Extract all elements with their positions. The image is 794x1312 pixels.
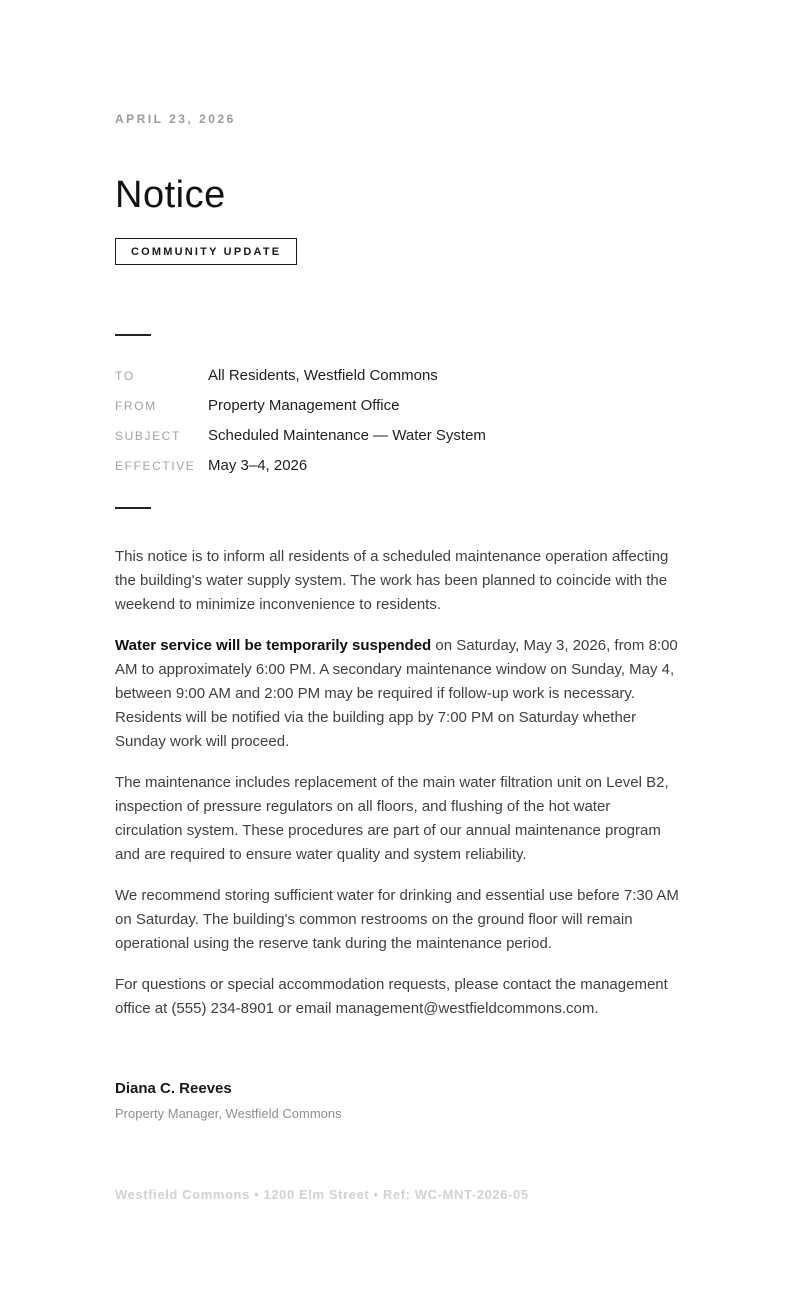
paragraph-text: on Saturday, May 3, 2026, from 8:00 AM to approximately 6:00 PM. A secondary maintenance window on Sunday, May 4, between 9:00 AM and 2:00 PM may be required if follow-up work is necessary. Residents will be notified via the building app by 7:00 PM on Saturday whether Sunday work will proceed. — [115, 637, 678, 750]
body-paragraph — [115, 634, 680, 754]
footer-reference: Westfield Commons • 1200 Elm Street • Ref: WC-MNT-2026-05 — [115, 1187, 529, 1202]
community-update-badge: COMMUNITY UPDATE — [115, 238, 297, 265]
meta-label-effective: EFFECTIVE — [115, 459, 196, 473]
paragraph-text: The maintenance includes replacement of the main water filtration unit on Level B2, inspection of pressure regulators on all floors, and flushing of the hot water circulation system. These procedures are part of our annual maintenance program and are required to ensure water quality and system reliability. — [115, 774, 669, 863]
paragraph-text: We recommend storing sufficient water for drinking and essential use before 7:30 AM on Saturday. The building's common restrooms on the ground floor will remain operational using the reserve tank during the maintenance period. — [115, 887, 679, 952]
meta-value-from: Property Management Office — [208, 397, 400, 414]
body-paragraph — [115, 884, 680, 956]
signature-role: Property Manager, Westfield Commons — [115, 1106, 342, 1121]
notice-body — [115, 545, 680, 1021]
divider — [115, 507, 151, 509]
page-title: Notice — [115, 174, 226, 216]
signature-name: Diana C. Reeves — [115, 1080, 232, 1097]
meta-value-effective: May 3–4, 2026 — [208, 457, 308, 474]
meta-value-subject: Scheduled Maintenance — Water System — [208, 427, 486, 444]
meta-label-from: FROM — [115, 399, 157, 413]
meta-label-to: TO — [115, 369, 135, 383]
body-paragraph — [115, 973, 680, 1021]
body-paragraph — [115, 545, 680, 617]
paragraph-text: This notice is to inform all residents of a scheduled maintenance operation affecting the building's water supply system. The work has been planned to coincide with the weekend to minimize inconvenience to residents. — [115, 548, 669, 613]
meta-value-to: All Residents, Westfield Commons — [208, 367, 438, 384]
divider — [115, 334, 151, 336]
notice-date: APRIL 23, 2026 — [115, 112, 236, 126]
paragraph-text: For questions or special accommodation requests, please contact the management office at (555) 234-8901 or email management@westfieldcommons.com. — [115, 976, 668, 1017]
body-paragraph — [115, 771, 680, 867]
paragraph-bold-lead: Water service will be temporarily suspended — [115, 637, 432, 654]
meta-label-subject: SUBJECT — [115, 429, 181, 443]
meta-table — [115, 368, 680, 474]
signature-block — [115, 1081, 680, 1121]
